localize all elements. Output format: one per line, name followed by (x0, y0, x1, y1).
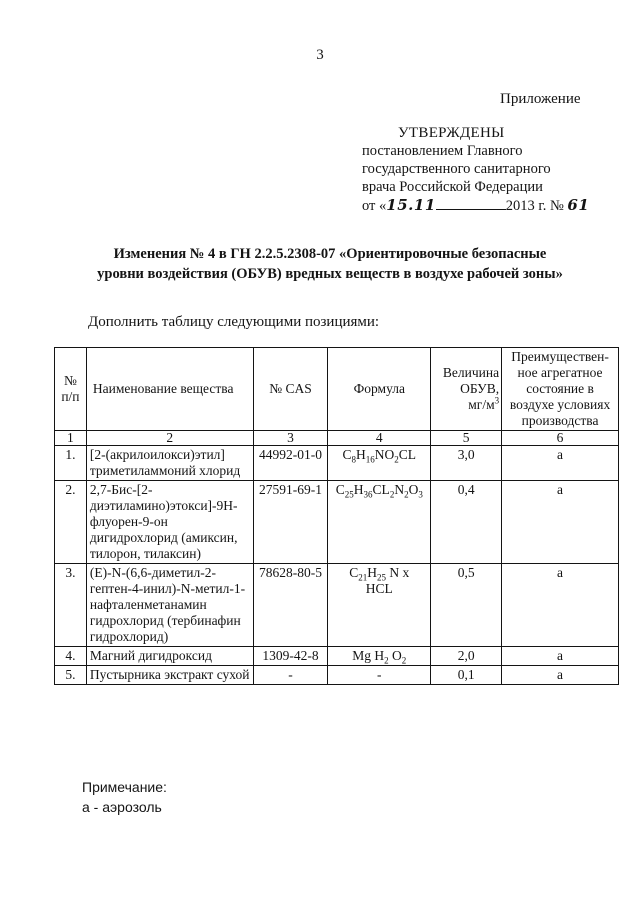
cas-number: - (253, 666, 328, 685)
date-prefix: от « (362, 198, 387, 214)
row-num: 3. (55, 564, 87, 647)
intro-text: Дополнить таблицу следующими позициями: (88, 314, 380, 330)
table-row (55, 481, 619, 564)
obuv-value: 0,5 (431, 564, 502, 647)
substances-table (54, 347, 619, 685)
header-name: Наименование вещества (86, 348, 253, 431)
col-number: 4 (328, 431, 431, 446)
header-num: № п/п (55, 348, 87, 431)
formula: $C_{25}H_{36}CL_2N_2O_3$ (328, 481, 431, 564)
approval-line-3: врача Российской Федерации (362, 179, 543, 195)
cas-number: 44992-01-0 (253, 446, 328, 481)
aggregate-state: а (502, 564, 619, 647)
substance-name: (E)-N-(6,6-диметил-2-гептен-4-инил)-N-метил-1-нафталенметанамин гидрохлорид (тербинафин гидрохлорид) (86, 564, 253, 647)
table-row (55, 446, 619, 481)
document-heading (60, 244, 600, 284)
obuv-value: 0,4 (431, 481, 502, 564)
table-row (55, 666, 619, 685)
row-num: 2. (55, 481, 87, 564)
approval-date-line (362, 196, 589, 215)
cas-number: 1309-42-8 (253, 647, 328, 666)
table-row (55, 564, 619, 647)
date-year: 2013 г. № (505, 198, 564, 214)
column-number-row (55, 431, 619, 446)
handwritten-date: 15.11 (386, 196, 436, 214)
cas-number: 27591-69-1 (253, 481, 328, 564)
page-number: 3 (316, 47, 324, 63)
header-cas: № CAS (253, 348, 328, 431)
header-state: Преимуществен-ное агрегатное состояние в воздухе условиях производства (502, 348, 619, 431)
formula: Mg $H_2$ $O_2$ (328, 647, 431, 666)
substance-name: Магний дигидроксид (86, 647, 253, 666)
col-number: 1 (55, 431, 87, 446)
row-num: 1. (55, 446, 87, 481)
note-title: Примечание: (82, 779, 167, 795)
obuv-value: 0,1 (431, 666, 502, 685)
col-number: 5 (431, 431, 502, 446)
approval-line-2: государственного санитарного (362, 161, 551, 177)
aggregate-state: а (502, 446, 619, 481)
table-row (55, 647, 619, 666)
approval-line-1: постановлением Главного (362, 143, 523, 159)
obuv-value: 2,0 (431, 647, 502, 666)
col-number: 6 (502, 431, 619, 446)
header-formula: Формула (328, 348, 431, 431)
header-obuv: Величина ОБУВ, $мг/м^3$ (431, 348, 502, 431)
approval-block (362, 124, 589, 215)
appendix-label: Приложение (500, 91, 581, 107)
col-number: 2 (86, 431, 253, 446)
obuv-value: 3,0 (431, 446, 502, 481)
aggregate-state: а (502, 481, 619, 564)
heading-line-1: Изменения № 4 в ГН 2.2.5.2308-07 «Ориентировочные безопасные (113, 246, 547, 262)
formula: - (328, 666, 431, 685)
substance-name: Пустырника экстракт сухой (86, 666, 253, 685)
aggregate-state: а (502, 647, 619, 666)
note-text: а - аэрозоль (82, 799, 162, 815)
formula: $C_8H_{16}NO_2CL$ (328, 446, 431, 481)
date-underline (436, 198, 506, 210)
aggregate-state: а (502, 666, 619, 685)
note-block (82, 777, 167, 817)
formula: $C_{21}H_{25}$ N x HCL (328, 564, 431, 647)
cas-number: 78628-80-5 (253, 564, 328, 647)
substance-name: [2-(акрилоилокси)этил] триметиламмоний хлорид (86, 446, 253, 481)
substance-name: 2,7-Бис-[2-диэтиламино)этокси]-9Н-флуорен-9-он дигидрохлорид (амиксин, тилорон, тилаксин) (86, 481, 253, 564)
table-header-row (55, 348, 619, 431)
handwritten-doc-number: 61 (567, 196, 590, 214)
heading-line-2: уровни воздействия (ОБУВ) вредных веществ в воздухе рабочей зоны» (97, 266, 563, 282)
approval-title: УТВЕРЖДЕНЫ (398, 125, 505, 141)
row-num: 5. (55, 666, 87, 685)
col-number: 3 (253, 431, 328, 446)
row-num: 4. (55, 647, 87, 666)
